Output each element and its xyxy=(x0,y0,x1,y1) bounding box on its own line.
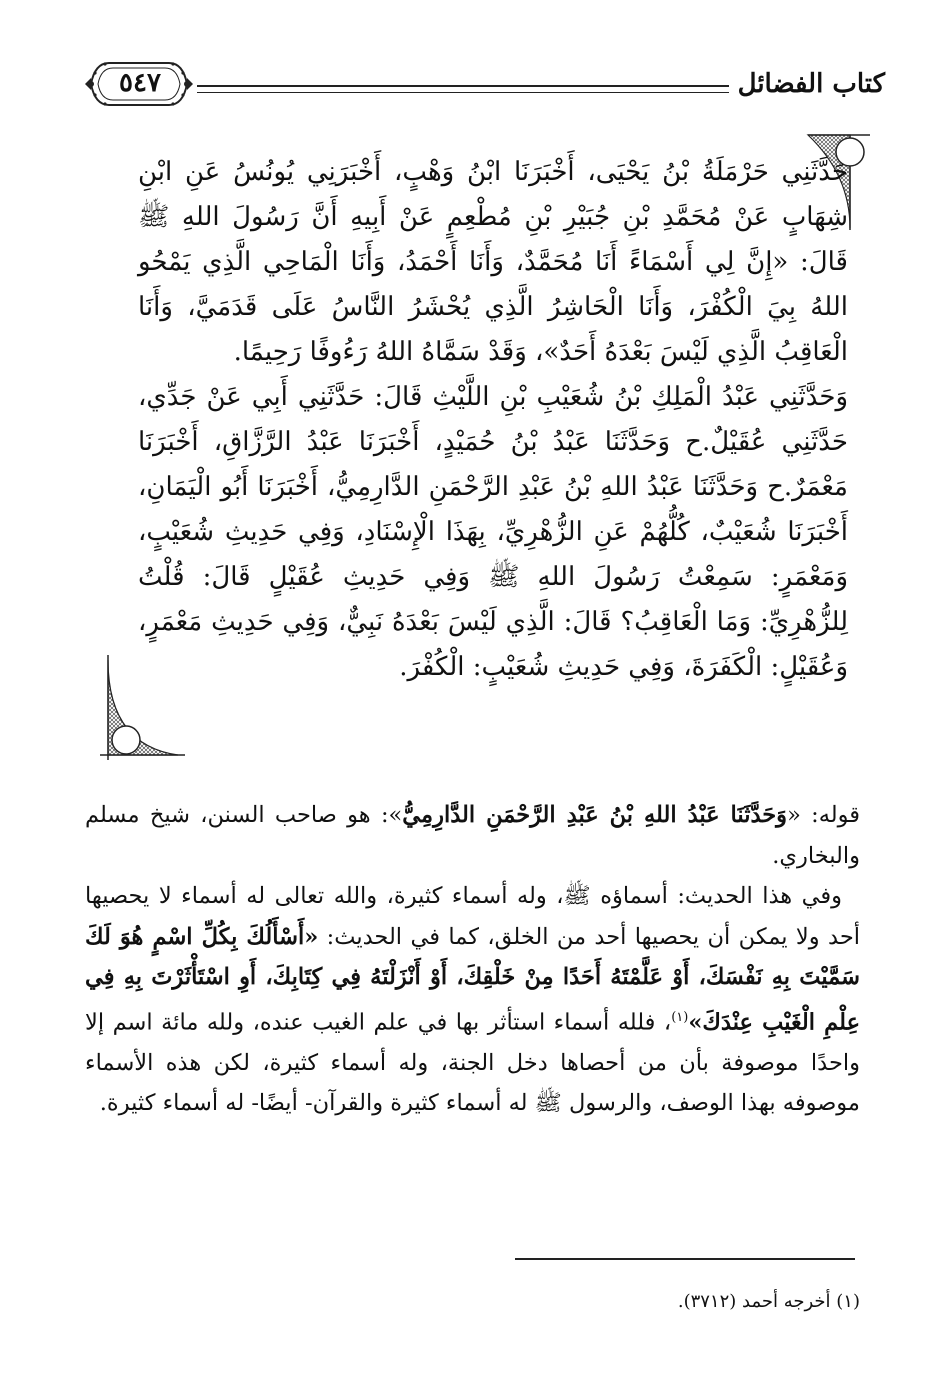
commentary-quote: وَحَدَّثَنَا عَبْدُ اللهِ بْنُ عَبْدِ الرَّحْمَنِ الدَّارِمِيُّ xyxy=(402,802,788,828)
page-number: ٥٤٧ xyxy=(119,68,161,98)
book-title: كتاب الفضائل xyxy=(737,69,885,99)
footnote: (١) أخرجه أحمد (٣٧١٢). xyxy=(677,1291,860,1312)
hadith-block xyxy=(138,150,848,690)
commentary-paragraph-1 xyxy=(85,795,860,876)
hadith-paragraph-1: حَدَّثَنِي حَرْمَلَةُ بْنُ يَحْيَى، أَخْبَرَنَا ابْنُ وَهْبٍ، أَخْبَرَنِي يُونُسُ عَنِ ابْنِ شِهَابٍ عَنْ مُحَمَّدِ بْنِ جُبَيْرِ بْنِ مُطْعِمٍ عَنْ أَبِيهِ أَنَّ رَسُولَ اللهِ ﷺ قَالَ: «إِنَّ لِي أَسْمَاءً أَنَا مُحَمَّدٌ، وَأَنَا أَحْمَدُ، وَأَنَا الْمَاحِي الَّذِي يَمْحُو اللهُ بِيَ الْكُفْرَ، وَأَنَا الْحَاشِرُ الَّذِي يُحْشَرُ النَّاسُ عَلَى قَدَمَيَّ، وَأَنَا الْعَاقِبُ الَّذِي لَيْسَ بَعْدَهُ أَحَدٌ»، وَقَدْ سَمَّاهُ اللهُ رَءُوفًا رَحِيمًا. xyxy=(138,157,848,367)
footnote-reference: (١) xyxy=(671,1009,689,1025)
commentary-lead: وفي هذا الحديث: أسماؤه ﷺ، وله أسماء كثيرة، والله تعالى له أسماء لا يحصيها أحد ولا يمكن أن يحصيها أحد من الخلق، كما في الحديث: xyxy=(85,883,860,950)
commentary-quote: «أَسْأَلُكَ بِكُلِّ اسْمٍ هُوَ لَكَ سَمَّيْتَ بِهِ نَفْسَكَ، أَوْ عَلَّمْتَهُ أَحَدًا مِنْ خَلْقِكَ، أَوْ أَنْزَلْتَهُ فِي كِتَابِكَ، أَوِ اسْتَأْثَرْتَ بِهِ فِي عِلْمِ الْغَيْبِ عِنْدَكَ» xyxy=(85,923,860,1035)
commentary-text: »: هو صاحب السنن، شيخ مسلم والبخاري. xyxy=(85,802,860,869)
footnote-rule xyxy=(515,1258,855,1260)
hadith-paragraph-2: وَحَدَّثَنِي عَبْدُ الْمَلِكِ بْنُ شُعَيْبِ بْنِ اللَّيْثِ قَالَ: حَدَّثَنِي أَبِي عَنْ جَدِّي، حَدَّثَنِي عُقَيْلٌ.ح وَحَدَّثَنَا عَبْدُ بْنُ حُمَيْدٍ، أَخْبَرَنَا عَبْدُ الرَّزَّاقِ، أَخْبَرَنَا مَعْمَرٌ.ح وَحَدَّثَنَا عَبْدُ اللهِ بْنُ عَبْدِ الرَّحْمَنِ الدَّارِمِيُّ، أَخْبَرَنَا أَبُو الْيَمَانِ، أَخْبَرَنَا شُعَيْبٌ، كُلُّهُمْ عَنِ الزُّهْرِيِّ، بِهَذَا الْإِسْنَادِ، وَفِي حَدِيثِ شُعَيْبٍ، وَمَعْمَرٍ: سَمِعْتُ رَسُولَ اللهِ ﷺ وَفِي حَدِيثِ عُقَيْلٍ قَالَ: قُلْتُ لِلزُّهْرِيِّ: وَمَا الْعَاقِبُ؟ قَالَ: الَّذِي لَيْسَ بَعْدَهُ نَبِيٌّ، وَفِي حَدِيثِ مَعْمَرٍ، وَعُقَيْلٍ: الْكَفَرَةَ، وَفِي حَدِيثِ شُعَيْبٍ: الْكُفْرَ. xyxy=(138,382,848,682)
commentary-lead: قوله: « xyxy=(787,802,860,828)
commentary-block xyxy=(85,795,860,1124)
commentary-text: ، فلله أسماء استأثر بها في علم الغيب عنده، ولله مائة اسم إلا واحدًا موصوفة بأن من أحصاها دخل الجنة، وله أسماء كثيرة، لكن هذه الأسماء موصوفه بهذا الوصف، والرسول ﷺ له أسماء كثيرة والقرآن- أيضًا- له أسماء كثيرة. xyxy=(85,1009,860,1116)
commentary-paragraph-2 xyxy=(85,876,860,1124)
